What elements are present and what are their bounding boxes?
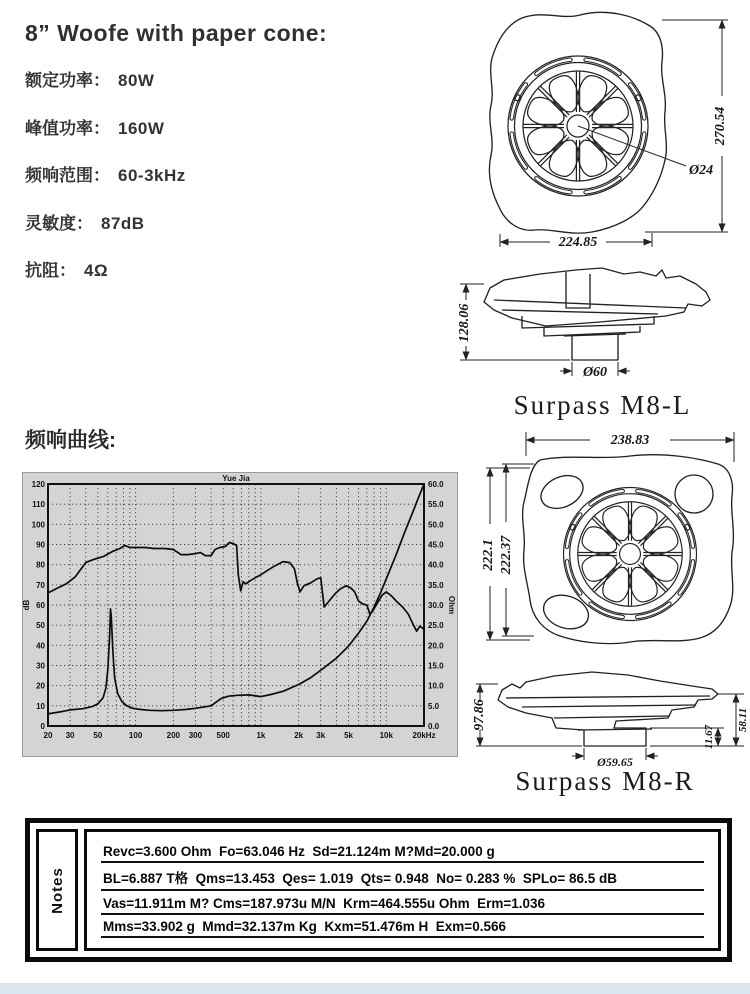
spec-value: 87dB — [101, 213, 145, 233]
model-label-m8l: Surpass M8-L — [513, 390, 692, 420]
svg-text:15.0: 15.0 — [428, 661, 444, 671]
dim-magnet-diameter: Ø59.65 — [597, 755, 633, 769]
svg-text:0.0: 0.0 — [428, 722, 440, 731]
notes-header-cell — [36, 829, 78, 951]
svg-text:30: 30 — [65, 731, 75, 740]
spec-peak-power — [25, 114, 186, 138]
svg-text:70: 70 — [36, 580, 45, 590]
svg-text:Yue Jia: Yue Jia — [222, 474, 250, 483]
svg-text:10.0: 10.0 — [428, 681, 444, 691]
dim-front-height: 270.54 — [713, 106, 728, 146]
dim-plate-width: 238.83 — [610, 433, 650, 448]
svg-text:200: 200 — [166, 731, 181, 740]
svg-text:10k: 10k — [379, 731, 393, 740]
svg-text:10: 10 — [36, 701, 45, 711]
svg-text:20: 20 — [43, 731, 53, 740]
spec-list — [25, 66, 186, 304]
drawing-side-view-m8r — [468, 660, 750, 772]
svg-text:60: 60 — [36, 601, 45, 610]
svg-text:35.0: 35.0 — [428, 580, 444, 590]
svg-text:90: 90 — [36, 540, 45, 550]
svg-text:100: 100 — [128, 731, 143, 740]
mounting-plate-outline — [523, 455, 734, 644]
spec-label: 频响范围： — [25, 166, 110, 185]
spec-rated-power — [25, 66, 186, 90]
dim-magnet-diameter: Ø60 — [582, 365, 608, 380]
spec-sensitivity — [25, 209, 186, 233]
svg-text:80: 80 — [36, 560, 45, 570]
mounting-hole — [539, 590, 593, 635]
spec-label: 灵敏度： — [25, 213, 93, 233]
svg-text:1k: 1k — [256, 731, 266, 740]
svg-text:dB: dB — [22, 599, 31, 611]
page-title: 8” Woofe with paper cone: — [25, 20, 328, 46]
svg-text:500: 500 — [216, 731, 230, 740]
spec-label: 峰值功率： — [25, 118, 110, 138]
speaker-frame-outline — [489, 12, 666, 233]
model-label-m8r: Surpass M8-R — [515, 766, 695, 796]
notes-header: Notes — [48, 866, 66, 914]
svg-text:5k: 5k — [344, 731, 353, 740]
dim-plate-height-inner: 222.37 — [499, 535, 514, 575]
spec-value: 80W — [118, 71, 155, 90]
spec-label: 额定功率： — [25, 71, 110, 90]
frequency-response-chart — [22, 472, 458, 757]
notes-line-1: Revc=3.600 Ohm Fo=63.046 Hz Sd=21.124m M?Md=20.000 g — [101, 844, 704, 863]
spec-frequency-range — [25, 161, 186, 185]
bottom-accent-bar — [0, 983, 750, 994]
notes-line-2: BL=6.887 T格 Qms=13.453 Qes= 1.019 Qts= 0.948 No= 0.283 % SPLo= 86.5 dB — [101, 867, 704, 891]
dim-front-width: 224.85 — [558, 235, 598, 250]
svg-text:20.0: 20.0 — [428, 641, 444, 651]
svg-text:50: 50 — [36, 621, 45, 631]
drawing-front-view-top — [456, 2, 748, 250]
drawing-side-view-m8l — [450, 258, 750, 390]
svg-text:2k: 2k — [294, 731, 304, 740]
spec-value: 160W — [118, 118, 165, 138]
dim-side-height: 97.86 — [472, 699, 487, 731]
dim-step-height: 11.67 — [703, 724, 715, 750]
spec-value: 4Ω — [84, 261, 109, 280]
mounting-hole — [536, 469, 588, 514]
svg-text:45.0: 45.0 — [428, 540, 444, 550]
speaker-grille — [564, 488, 697, 621]
spec-value: 60-3kHz — [118, 166, 186, 185]
spec-impedance — [25, 256, 186, 280]
svg-text:60.0: 60.0 — [428, 480, 444, 489]
dim-center-hole: Ø24 — [689, 163, 714, 178]
svg-text:5.0: 5.0 — [428, 701, 440, 711]
mounting-hole — [675, 475, 713, 513]
svg-text:3k: 3k — [316, 731, 326, 740]
svg-text:100: 100 — [31, 520, 45, 530]
magnet-outline — [572, 334, 618, 360]
svg-text:120: 120 — [31, 480, 45, 489]
cross-section-outline — [498, 672, 718, 746]
svg-text:30: 30 — [36, 661, 45, 671]
svg-text:40: 40 — [36, 641, 45, 651]
svg-text:55.0: 55.0 — [428, 500, 444, 510]
svg-text:20: 20 — [36, 681, 45, 691]
notes-line-4: Mms=33.902 g Mmd=32.137m Kg Kxm=51.476m H Exm=0.566 — [101, 919, 704, 938]
frequency-curve-section-title: 频响曲线: — [25, 429, 116, 452]
svg-text:50: 50 — [93, 731, 103, 740]
drawing-front-view-m8r — [478, 428, 750, 663]
svg-text:20kHz: 20kHz — [412, 731, 436, 740]
svg-text:0: 0 — [40, 722, 45, 731]
svg-text:50.0: 50.0 — [428, 520, 444, 530]
svg-text:110: 110 — [32, 500, 45, 510]
spec-label: 抗阻： — [25, 261, 76, 280]
svg-text:40.0: 40.0 — [428, 560, 444, 570]
dim-depth: 58.11 — [737, 707, 749, 733]
notes-line-3: Vas=11.911m M? Cms=187.973u M/N Krm=464.555u Ohm Erm=1.036 — [101, 896, 704, 915]
svg-text:30.0: 30.0 — [428, 601, 444, 610]
svg-text:300: 300 — [188, 731, 203, 740]
svg-text:Ohm: Ohm — [447, 595, 456, 615]
notes-content — [84, 829, 721, 951]
dim-side-height: 128.06 — [457, 303, 472, 343]
dim-plate-height-outer: 222.1 — [481, 539, 496, 571]
cross-section-outline — [484, 268, 710, 326]
notes-table — [25, 818, 732, 962]
svg-text:25.0: 25.0 — [428, 621, 444, 631]
